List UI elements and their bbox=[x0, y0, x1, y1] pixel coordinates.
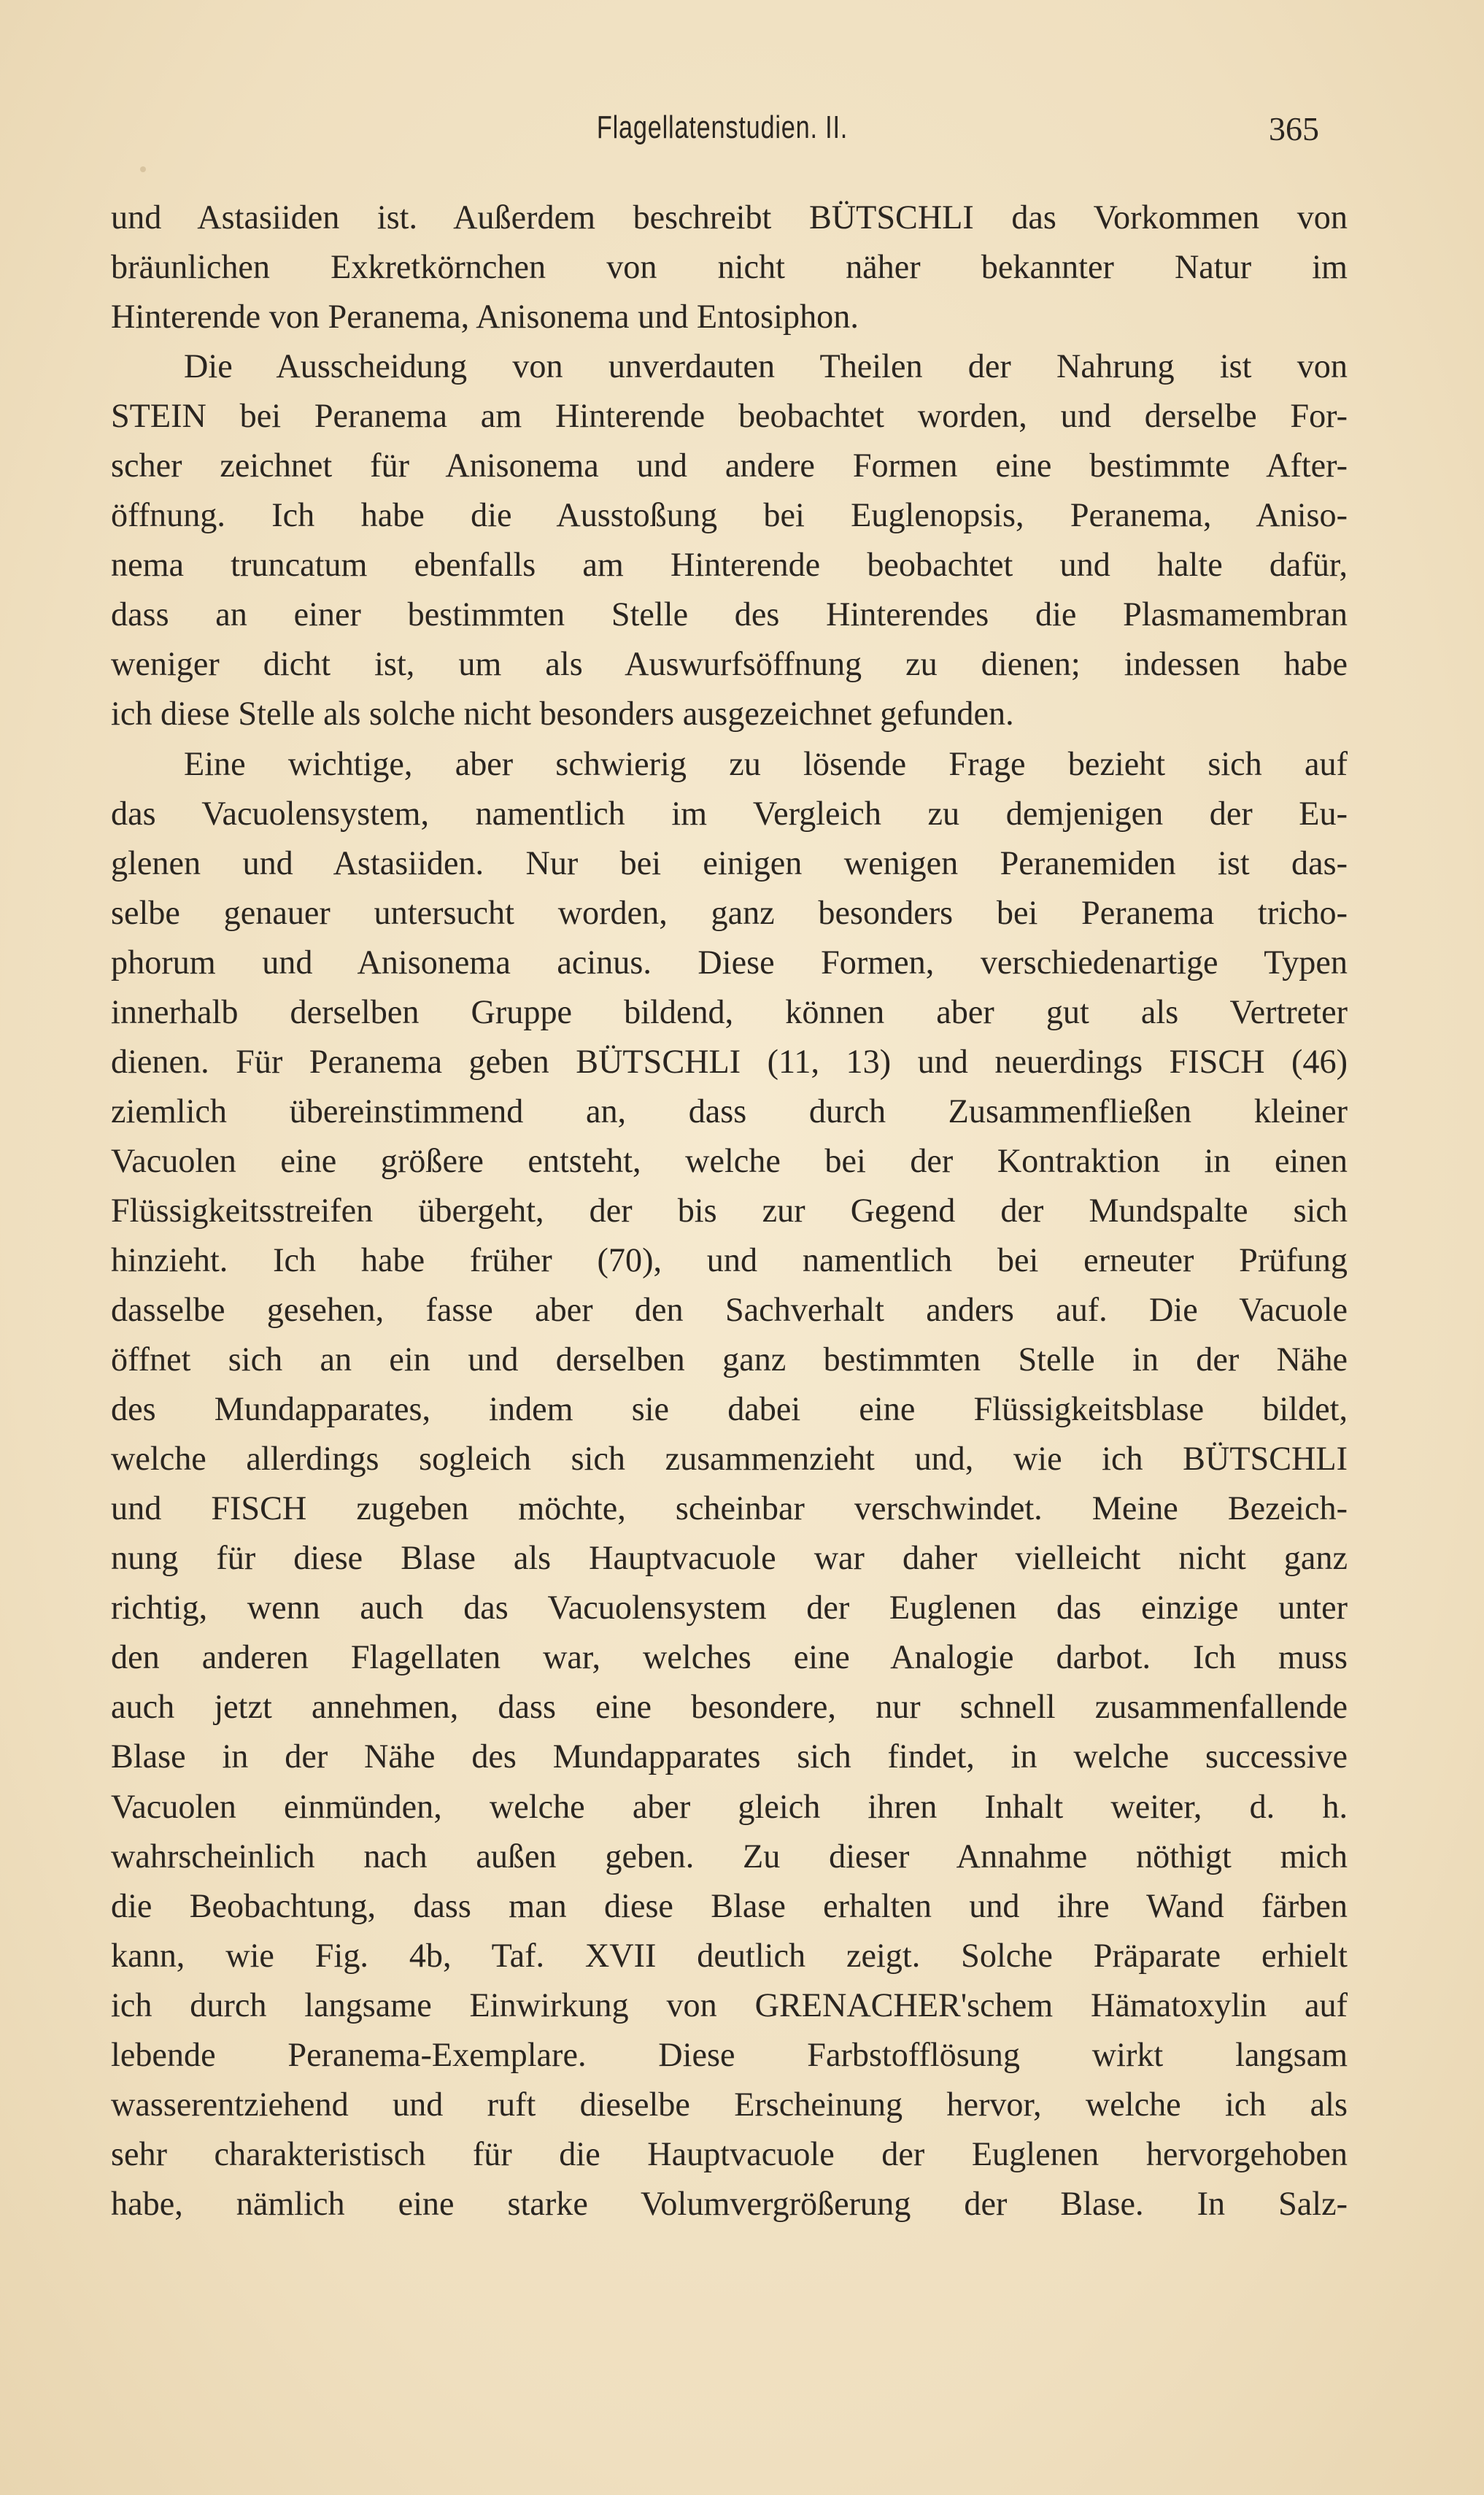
text-line: dasselbe gesehen, fasse aber den Sachverhalt anders auf. Die Vacuole bbox=[111, 1291, 1348, 1329]
text-line: Vacuolen einmünden, welche aber gleich ihren Inhalt weiter, d. h. bbox=[111, 1787, 1348, 1825]
text-line: nema truncatum ebenfalls am Hinterende beobachtet und halte dafür, bbox=[111, 546, 1348, 584]
text-line: ich diese Stelle als solche nicht besonders ausgezeichnet gefunden. bbox=[111, 695, 1014, 733]
text-line: Die Ausscheidung von unverdauten Theilen der Nahrung ist von bbox=[184, 347, 1348, 385]
text-line: hinzieht. Ich habe früher (70), und namentlich bei erneuter Prüfung bbox=[111, 1241, 1348, 1279]
text-line: scher zeichnet für Anisonema und andere Formen eine bestimmte After- bbox=[111, 447, 1348, 485]
text-line: glenen und Astasiiden. Nur bei einigen wenigen Peranemiden ist das- bbox=[111, 844, 1348, 882]
text-line: kann, wie Fig. 4b, Taf. XVII deutlich zeigt. Solche Präparate erhielt bbox=[111, 1936, 1348, 1974]
body-text bbox=[111, 193, 1348, 2229]
text-line: den anderen Flagellaten war, welches eine Analogie darbot. Ich muss bbox=[111, 1638, 1348, 1676]
text-line: ziemlich übereinstimmend an, dass durch Zusammenfließen kleiner bbox=[111, 1092, 1348, 1130]
text-line: ich durch langsame Einwirkung von GRENACHER'schem Hämatoxylin auf bbox=[111, 1986, 1348, 2024]
text-line: weniger dicht ist, um als Auswurfsöffnung zu dienen; indessen habe bbox=[111, 645, 1348, 683]
text-line: nung für diese Blase als Hauptvacuole war daher vielleicht nicht ganz bbox=[111, 1539, 1348, 1577]
text-line: bräunlichen Exkretkörnchen von nicht näher bekannter Natur im bbox=[111, 248, 1348, 286]
text-line: habe, nämlich eine starke Volumvergrößerung der Blase. In Salz- bbox=[111, 2184, 1348, 2222]
paragraph-1 bbox=[111, 193, 1348, 342]
text-line: Hinterende von Peranema, Anisonema und Entosiphon. bbox=[111, 298, 859, 336]
text-line: dass an einer bestimmten Stelle des Hinterendes die Plasmamembran bbox=[111, 595, 1348, 633]
text-line: Flüssigkeitsstreifen übergeht, der bis zur Gegend der Mundspalte sich bbox=[111, 1191, 1348, 1229]
text-line: dienen. Für Peranema geben BÜTSCHLI (11, 13) und neuerdings FISCH (46) bbox=[111, 1042, 1348, 1080]
text-line: Vacuolen eine größere entsteht, welche bei der Kontraktion in einen bbox=[111, 1141, 1348, 1179]
text-line: und Astasiiden ist. Außerdem beschreibt BÜTSCHLI das Vorkommen von bbox=[111, 198, 1348, 236]
text-line: welche allerdings sogleich sich zusammenzieht und, wie ich BÜTSCHLI bbox=[111, 1440, 1348, 1478]
text-line: öffnet sich an ein und derselben ganz bestimmten Stelle in der Nähe bbox=[111, 1341, 1348, 1378]
text-line: wahrscheinlich nach außen geben. Zu dieser Annahme nöthigt mich bbox=[111, 1837, 1348, 1875]
text-line: sehr charakteristisch für die Hauptvacuole der Euglenen hervorgehoben bbox=[111, 2135, 1348, 2172]
paragraph-3 bbox=[111, 739, 1348, 2229]
text-line: auch jetzt annehmen, dass eine besondere, nur schnell zusammenfallende bbox=[111, 1688, 1348, 1726]
text-line: des Mundapparates, indem sie dabei eine Flüssigkeitsblase bildet, bbox=[111, 1390, 1348, 1428]
text-line: die Beobachtung, dass man diese Blase erhalten und ihre Wand färben bbox=[111, 1886, 1348, 1924]
text-line: richtig, wenn auch das Vacuolensystem der Euglenen das einzige unter bbox=[111, 1589, 1348, 1627]
text-line: öffnung. Ich habe die Ausstoßung bei Euglenopsis, Peranema, Aniso- bbox=[111, 496, 1348, 534]
text-line: lebende Peranema-Exemplare. Diese Farbstofflösung wirkt langsam bbox=[111, 2035, 1348, 2073]
paper-speck bbox=[140, 166, 146, 172]
page-number: 365 bbox=[1269, 110, 1319, 147]
text-line: phorum und Anisonema acinus. Diese Formen, verschiedenartige Typen bbox=[111, 943, 1348, 981]
text-line: STEIN bei Peranema am Hinterende beobachtet worden, und derselbe For- bbox=[111, 397, 1348, 435]
text-line: selbe genauer untersucht worden, ganz besonders bei Peranema tricho- bbox=[111, 893, 1348, 931]
text-line: Eine wichtige, aber schwierig zu lösende Frage bezieht sich auf bbox=[184, 744, 1348, 782]
text-line: innerhalb derselben Gruppe bildend, können aber gut als Vertreter bbox=[111, 992, 1348, 1030]
text-line: Blase in der Nähe des Mundapparates sich findet, in welche successive bbox=[111, 1738, 1348, 1775]
running-head: Flagellatenstudien. II. bbox=[596, 109, 849, 145]
text-line: das Vacuolensystem, namentlich im Vergleich zu demjenigen der Eu- bbox=[111, 794, 1348, 832]
text-line: wasserentziehend und ruft dieselbe Erscheinung hervor, welche ich als bbox=[111, 2085, 1348, 2123]
paragraph-2 bbox=[111, 342, 1348, 739]
page-header bbox=[117, 109, 1328, 161]
text-line: und FISCH zugeben möchte, scheinbar verschwindet. Meine Bezeich- bbox=[111, 1489, 1348, 1527]
